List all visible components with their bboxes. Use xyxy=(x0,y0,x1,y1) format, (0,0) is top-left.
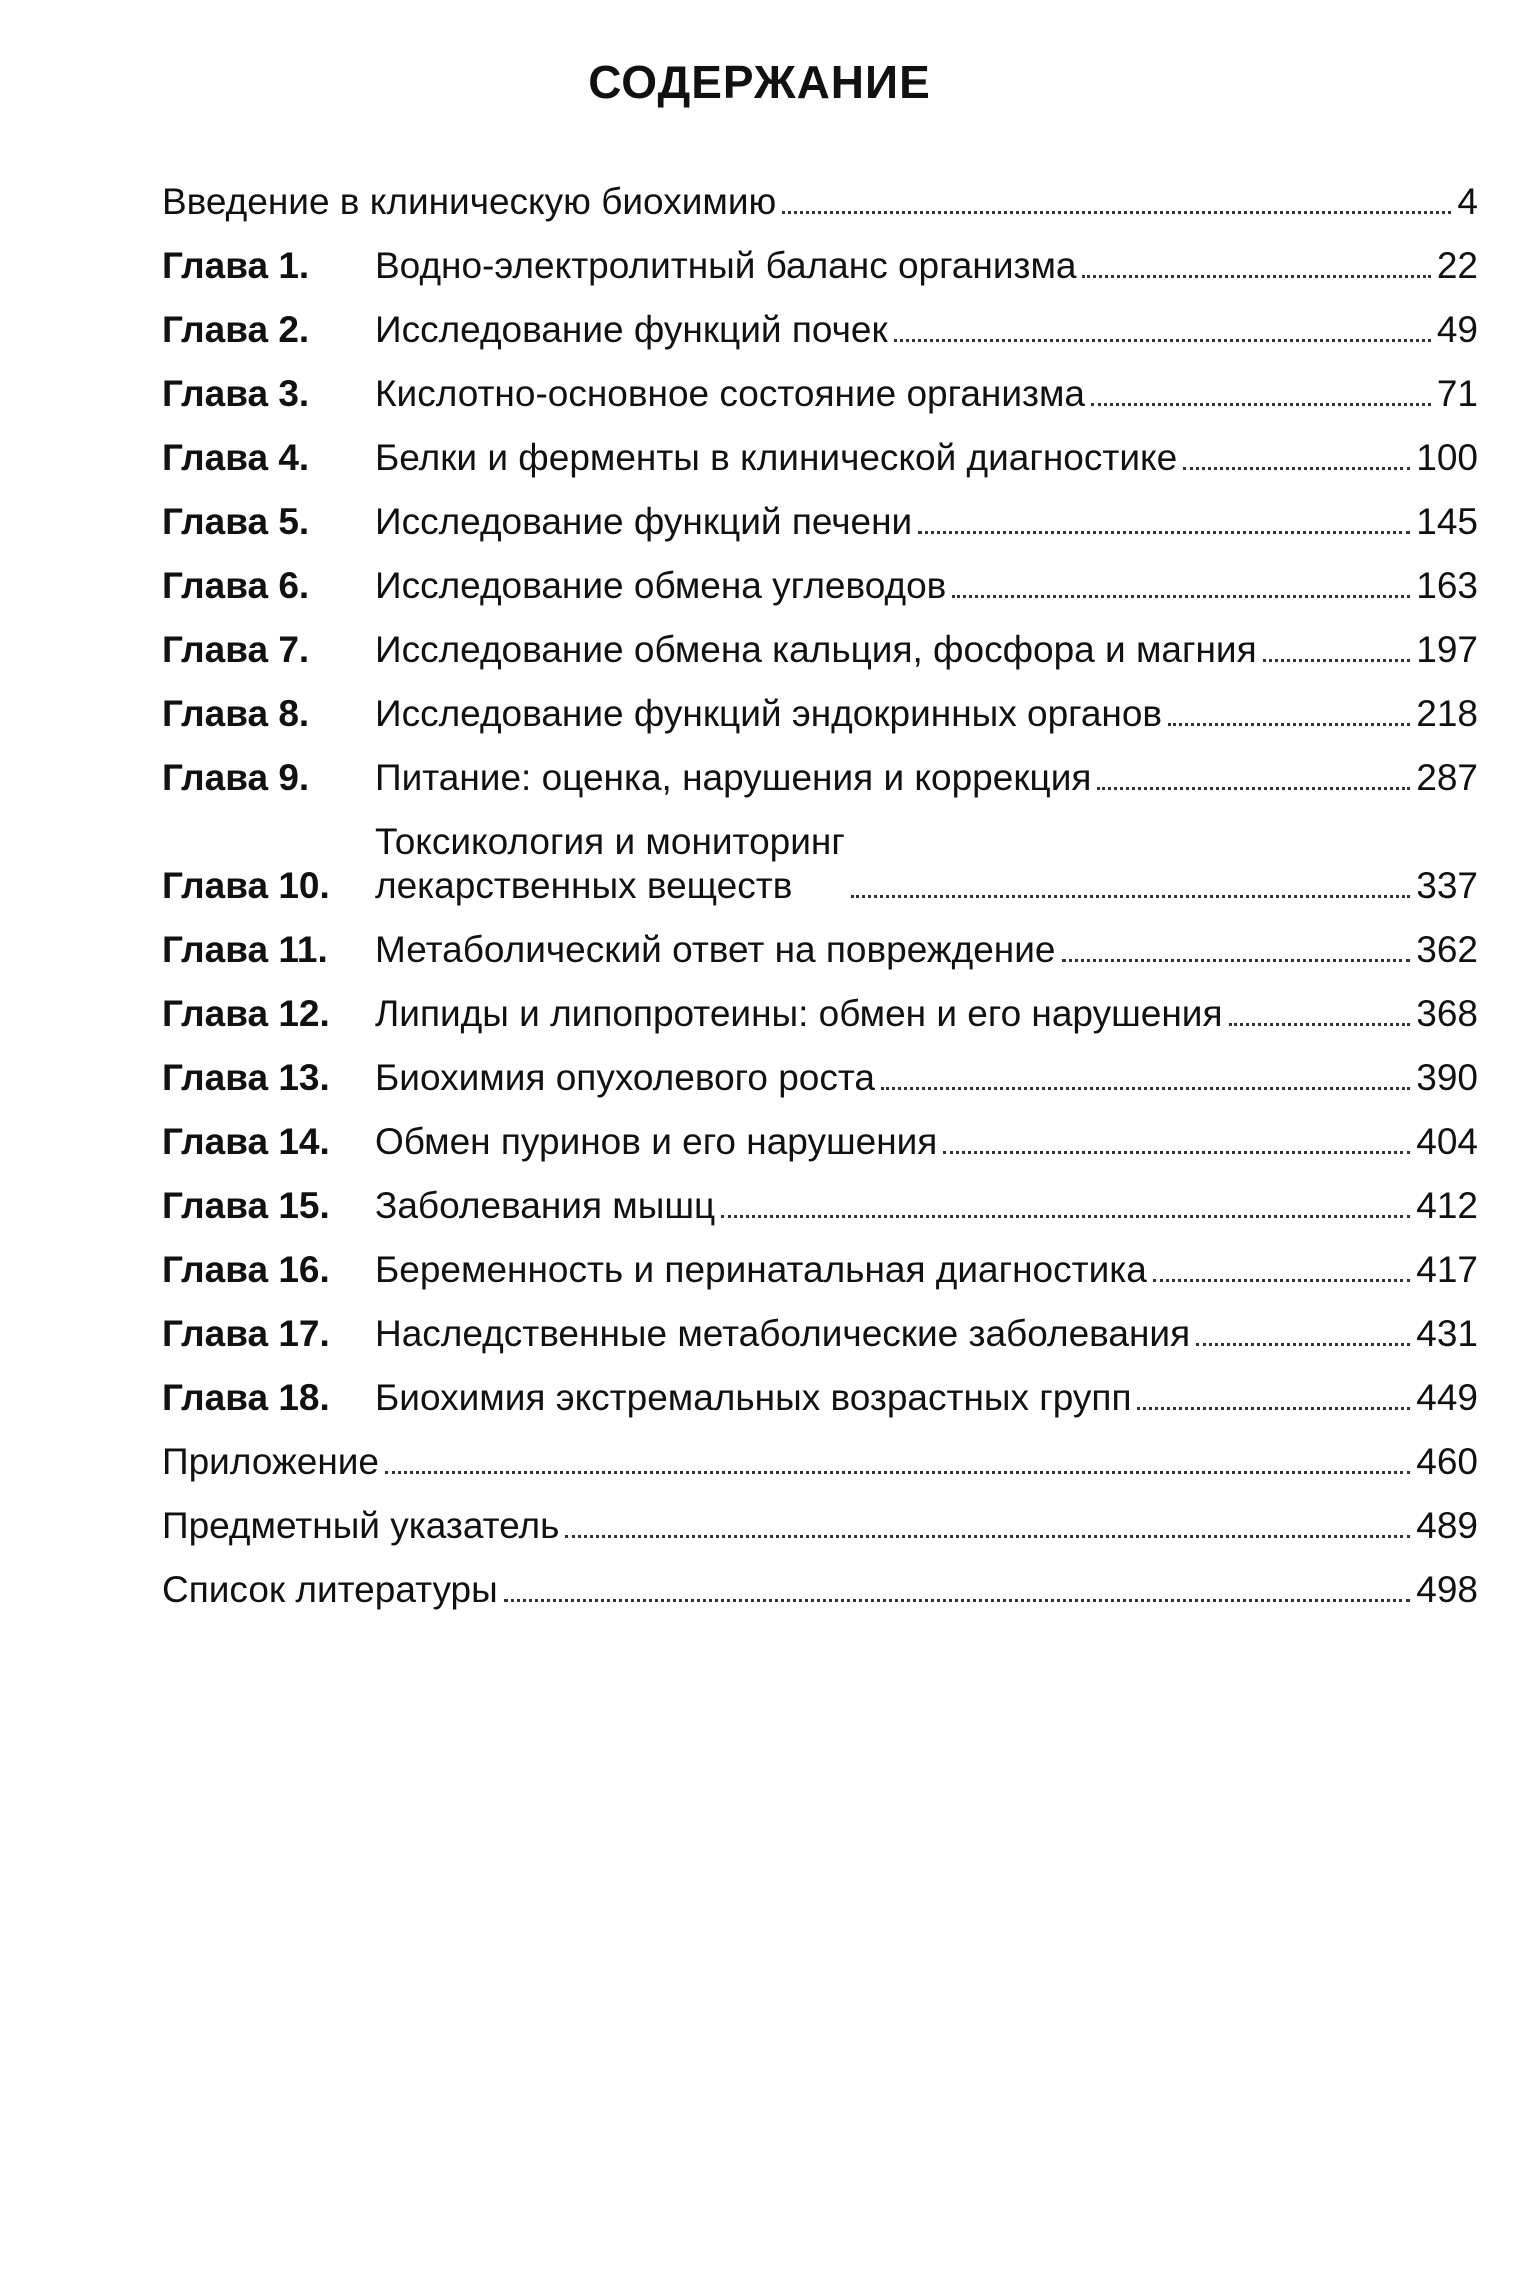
toc-entry-title: Беременность и перинатальная диагностика xyxy=(375,1249,1147,1290)
toc-chapter-label: Глава 13. xyxy=(162,1057,330,1098)
toc-entry-title: Наследственные метаболические заболевания xyxy=(375,1313,1191,1354)
toc-entry[interactable] xyxy=(162,1356,1478,1420)
dot-leader xyxy=(1168,723,1410,726)
toc-entry-title: Водно-электролитный баланс организма xyxy=(375,245,1077,286)
toc-chapter-label: Глава 1. xyxy=(162,245,310,286)
toc-entry[interactable] xyxy=(162,480,1478,544)
dot-leader xyxy=(1153,1279,1410,1282)
toc-entry[interactable] xyxy=(162,224,1478,288)
toc-entry-title: Обмен пуринов и его нарушения xyxy=(375,1121,938,1162)
toc-entry-title: Биохимия опухолевого роста xyxy=(375,1057,875,1098)
toc-chapter-label: Глава 17. xyxy=(162,1313,330,1354)
dot-leader xyxy=(918,531,1410,534)
toc-chapter-label: Глава 10. xyxy=(162,865,330,906)
toc-entry[interactable] xyxy=(162,1036,1478,1100)
dot-leader xyxy=(1091,403,1431,406)
toc-entry-title: Список литературы xyxy=(162,1569,498,1610)
toc-entry-title: Белки и ферменты в клинической диагностике xyxy=(375,437,1178,478)
toc-entry-title: Липиды и липопротеины: обмен и его нарушения xyxy=(375,993,1223,1034)
toc-page-number: 145 xyxy=(1416,501,1478,542)
dot-leader xyxy=(881,1087,1410,1090)
toc-entry[interactable] xyxy=(162,1164,1478,1228)
toc-entry-title: Исследование функций почек xyxy=(375,309,888,350)
toc-page-number: 287 xyxy=(1416,757,1478,798)
table-of-contents xyxy=(162,160,1478,1612)
toc-page-number: 498 xyxy=(1416,1569,1478,1610)
toc-page-number: 4 xyxy=(1457,181,1478,222)
dot-leader xyxy=(1263,659,1411,662)
toc-entry-title: Питание: оценка, нарушения и коррекция xyxy=(375,757,1092,798)
dot-leader xyxy=(1229,1023,1411,1026)
dot-leader xyxy=(1082,275,1430,278)
toc-page-number: 197 xyxy=(1416,629,1478,670)
dot-leader xyxy=(894,339,1431,342)
toc-entry[interactable] xyxy=(162,972,1478,1036)
toc-page-number: 100 xyxy=(1416,437,1478,478)
toc-chapter-label: Глава 6. xyxy=(162,565,310,606)
toc-page-number: 71 xyxy=(1436,373,1478,414)
toc-entry-title: Биохимия экстремальных возрастных групп xyxy=(375,1377,1132,1418)
toc-page-number: 460 xyxy=(1416,1441,1478,1482)
toc-chapter-label: Глава 3. xyxy=(162,373,310,414)
dot-leader xyxy=(1196,1343,1410,1346)
toc-entry[interactable] xyxy=(162,416,1478,480)
toc-page-number: 362 xyxy=(1416,929,1478,970)
toc-chapter-label: Глава 11. xyxy=(162,929,328,970)
dot-leader xyxy=(1062,959,1411,962)
toc-chapter-label: Глава 7. xyxy=(162,629,310,670)
toc-entry[interactable] xyxy=(162,288,1478,352)
toc-entry-title: Исследование функций печени xyxy=(375,501,913,542)
dot-leader xyxy=(1183,467,1410,470)
toc-page-number: 390 xyxy=(1416,1057,1478,1098)
toc-entry[interactable] xyxy=(162,1484,1478,1548)
toc-chapter-label: Глава 18. xyxy=(162,1377,330,1418)
dot-leader xyxy=(385,1471,1410,1474)
toc-chapter-label: Глава 5. xyxy=(162,501,310,542)
toc-entry-title: Исследование обмена кальция, фосфора и магния xyxy=(375,629,1257,670)
toc-page-number: 404 xyxy=(1416,1121,1478,1162)
toc-page-number: 417 xyxy=(1416,1249,1478,1290)
toc-chapter-label: Глава 12. xyxy=(162,993,330,1034)
toc-entry-title: Кислотно-основное состояние организма xyxy=(375,373,1085,414)
toc-chapter-label: Глава 8. xyxy=(162,693,310,734)
toc-entry[interactable] xyxy=(162,908,1478,972)
toc-entry-title-line2: лекарственных веществ xyxy=(375,865,793,906)
toc-chapter-label: Глава 9. xyxy=(162,757,310,798)
toc-page-number: 431 xyxy=(1416,1313,1478,1354)
toc-page-number: 218 xyxy=(1416,693,1478,734)
dot-leader xyxy=(943,1151,1410,1154)
toc-entry[interactable] xyxy=(162,608,1478,672)
toc-entry[interactable] xyxy=(162,1228,1478,1292)
dot-leader xyxy=(1097,787,1410,790)
toc-page-number: 449 xyxy=(1416,1377,1478,1418)
toc-entry[interactable] xyxy=(162,672,1478,736)
toc-entry[interactable] xyxy=(162,1548,1478,1612)
toc-entry-title-line1: Токсикология и мониторинг xyxy=(375,821,845,862)
toc-page-number: 412 xyxy=(1416,1185,1478,1226)
toc-entry[interactable] xyxy=(162,1292,1478,1356)
toc-page-number: 163 xyxy=(1416,565,1478,606)
toc-entry-title: Исследование обмена углеводов xyxy=(375,565,947,606)
toc-page-number: 489 xyxy=(1416,1505,1478,1546)
toc-entry-title: Заболевания мышц xyxy=(375,1185,716,1226)
toc-page-number: 49 xyxy=(1436,309,1478,350)
toc-chapter-label: Глава 2. xyxy=(162,309,310,350)
toc-entry[interactable] xyxy=(162,800,1478,908)
dot-leader xyxy=(504,1599,1411,1602)
toc-chapter-label: Глава 14. xyxy=(162,1121,330,1162)
dot-leader xyxy=(1137,1407,1410,1410)
toc-entry-title: Метаболический ответ на повреждение xyxy=(375,929,1056,970)
toc-entry-title: Исследование функций эндокринных органов xyxy=(375,693,1163,734)
toc-entry[interactable] xyxy=(162,1100,1478,1164)
toc-page-number: 368 xyxy=(1416,993,1478,1034)
toc-entry-title xyxy=(375,820,845,908)
toc-chapter-label: Глава 16. xyxy=(162,1249,330,1290)
toc-entry[interactable] xyxy=(162,736,1478,800)
dot-leader xyxy=(565,1535,1410,1538)
toc-entry-title: Приложение xyxy=(162,1441,380,1482)
toc-entry[interactable] xyxy=(162,352,1478,416)
toc-page-number: 337 xyxy=(1416,865,1478,906)
toc-chapter-label: Глава 4. xyxy=(162,437,310,478)
dot-leader xyxy=(721,1215,1410,1218)
toc-entry[interactable] xyxy=(162,160,1478,224)
dot-leader xyxy=(851,895,1410,898)
toc-entry-title: Введение в клиническую биохимию xyxy=(162,181,777,222)
toc-chapter-label: Глава 15. xyxy=(162,1185,330,1226)
page-title: СОДЕРЖАНИЕ xyxy=(588,56,931,108)
dot-leader xyxy=(952,595,1410,598)
toc-entry-title: Предметный указатель xyxy=(162,1505,560,1546)
toc-entry[interactable] xyxy=(162,544,1478,608)
toc-entry[interactable] xyxy=(162,1420,1478,1484)
toc-page-number: 22 xyxy=(1436,245,1478,286)
dot-leader xyxy=(782,211,1451,214)
